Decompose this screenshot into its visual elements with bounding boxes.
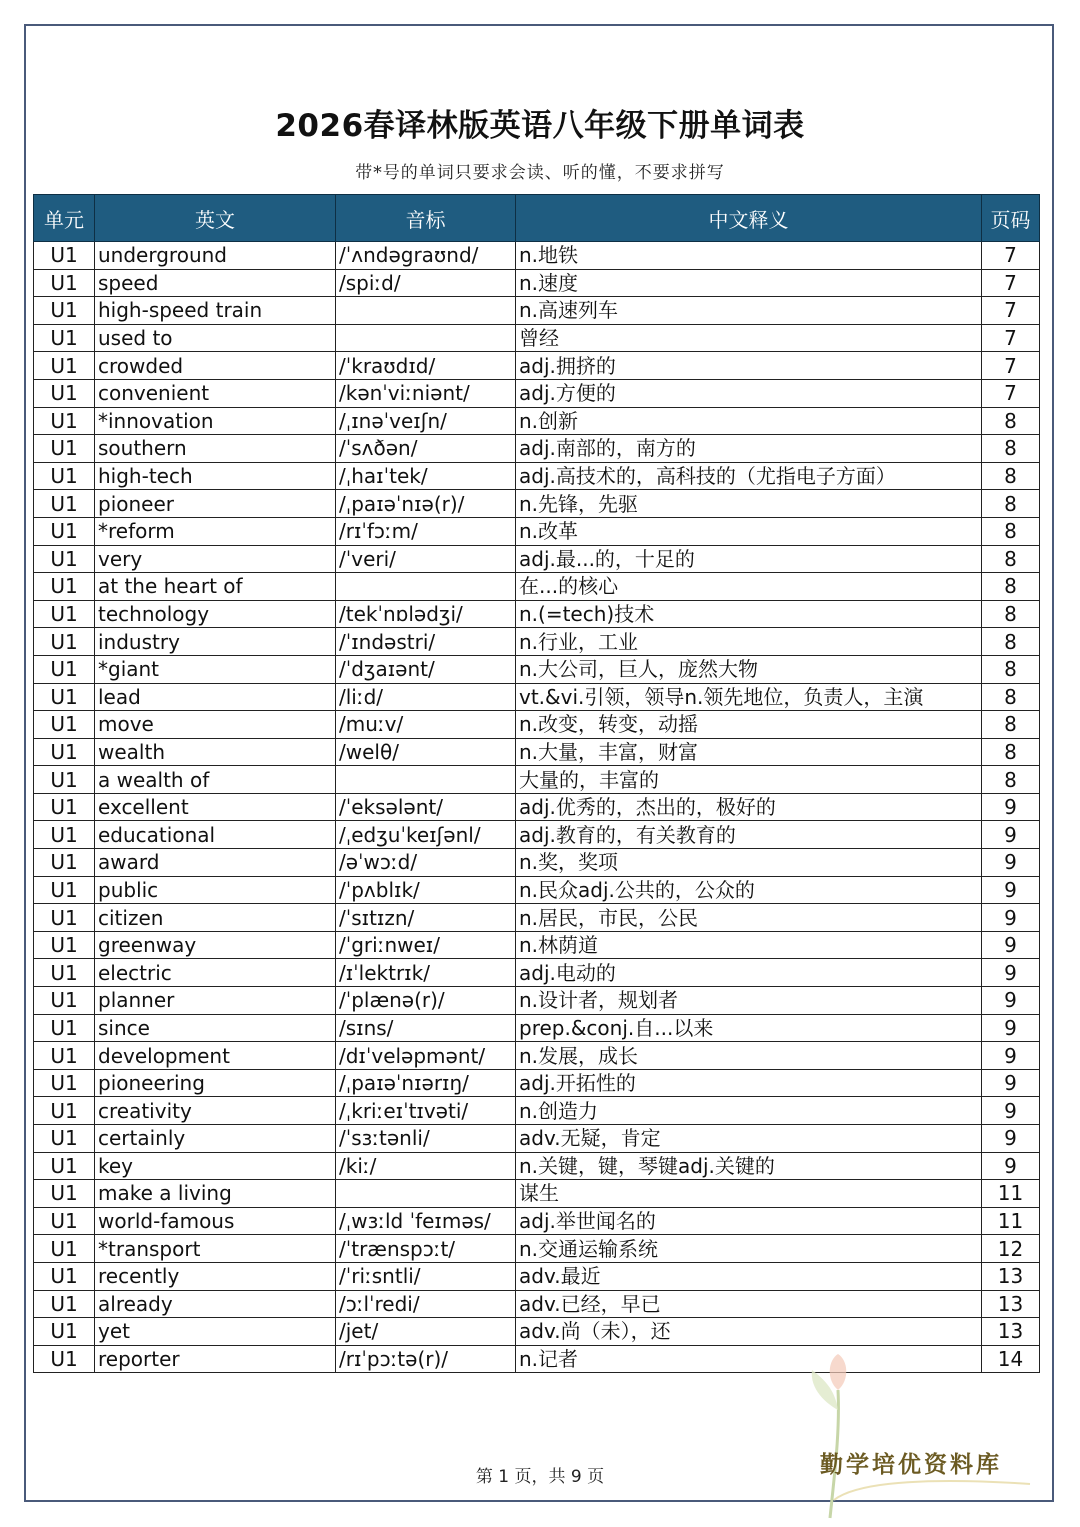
cell-english: key [95,1152,336,1180]
cell-english: high-tech [95,462,336,490]
cell-unit: U1 [34,1152,95,1180]
cell-english: at the heart of [95,573,336,601]
table-row [34,738,1040,766]
cell-phonetic [336,324,516,352]
cell-page: 9 [982,849,1040,877]
cell-unit: U1 [34,683,95,711]
cell-page: 9 [982,1069,1040,1097]
cell-english: used to [95,324,336,352]
table-row [34,1180,1040,1208]
header-page: 页码 [982,195,1040,242]
table-body [34,242,1040,1373]
page-subtitle: 带*号的单词只要求会读、听的懂，不要求拼写 [355,163,725,183]
cell-chinese: n.交通运输系统 [516,1235,982,1263]
table-row [34,1235,1040,1263]
cell-page: 8 [982,628,1040,656]
cell-chinese: n.设计者，规划者 [516,987,982,1015]
cell-english: underground [95,242,336,270]
table-row [34,959,1040,987]
cell-unit: U1 [34,711,95,739]
cell-page: 13 [982,1290,1040,1318]
cell-page: 9 [982,821,1040,849]
cell-phonetic: /ˈplænə(r)/ [336,987,516,1015]
cell-unit: U1 [34,1262,95,1290]
cell-phonetic: /ˈtrænspɔːt/ [336,1235,516,1263]
cell-page: 8 [982,738,1040,766]
cell-chinese: adv.已经，早已 [516,1290,982,1318]
cell-unit: U1 [34,1180,95,1208]
cell-phonetic: /ˌhaɪˈtek/ [336,462,516,490]
cell-unit: U1 [34,821,95,849]
cell-chinese: adj.方便的 [516,379,982,407]
cell-unit: U1 [34,1290,95,1318]
table-row [34,242,1040,270]
cell-chinese: n.创新 [516,407,982,435]
cell-page: 13 [982,1318,1040,1346]
cell-page: 9 [982,987,1040,1015]
cell-page: 12 [982,1235,1040,1263]
cell-unit: U1 [34,545,95,573]
cell-english: planner [95,987,336,1015]
cell-chinese: adv.尚（未），还 [516,1318,982,1346]
table-row [34,711,1040,739]
cell-unit: U1 [34,904,95,932]
cell-chinese: adj.举世闻名的 [516,1207,982,1235]
cell-english: wealth [95,738,336,766]
cell-unit: U1 [34,849,95,877]
cell-phonetic: /ˌɪnəˈveɪʃn/ [336,407,516,435]
cell-english: industry [95,628,336,656]
cell-english: technology [95,600,336,628]
table-row [34,821,1040,849]
table-row [34,987,1040,1015]
cell-english: yet [95,1318,336,1346]
cell-page: 8 [982,490,1040,518]
cell-page: 8 [982,462,1040,490]
cell-page: 8 [982,545,1040,573]
cell-phonetic: /ˈsɪtɪzn/ [336,904,516,932]
cell-page: 8 [982,711,1040,739]
header-chinese: 中文释义 [516,195,982,242]
cell-chinese: adv.无疑，肯定 [516,1125,982,1153]
cell-chinese: n.改变，转变，动摇 [516,711,982,739]
cell-unit: U1 [34,931,95,959]
cell-english: greenway [95,931,336,959]
cell-english: public [95,876,336,904]
cell-english: convenient [95,379,336,407]
cell-phonetic: /ˌedʒuˈkeɪʃənl/ [336,821,516,849]
table-row [34,628,1040,656]
cell-page: 13 [982,1262,1040,1290]
cell-chinese: n.居民，市民，公民 [516,904,982,932]
cell-page: 7 [982,379,1040,407]
cell-chinese: adj.教育的，有关教育的 [516,821,982,849]
header-unit: 单元 [34,195,95,242]
cell-english: make a living [95,1180,336,1208]
table-row [34,352,1040,380]
cell-english: educational [95,821,336,849]
cell-chinese: n.速度 [516,269,982,297]
cell-unit: U1 [34,959,95,987]
table-row [34,490,1040,518]
table-row [34,1042,1040,1070]
cell-chinese: n.发展，成长 [516,1042,982,1070]
cell-page: 8 [982,683,1040,711]
cell-chinese: adj.南部的，南方的 [516,435,982,463]
cell-english: since [95,1014,336,1042]
cell-unit: U1 [34,435,95,463]
table-row [34,1262,1040,1290]
cell-page: 8 [982,517,1040,545]
cell-unit: U1 [34,269,95,297]
cell-page: 9 [982,1125,1040,1153]
cell-english: pioneering [95,1069,336,1097]
cell-chinese: n.地铁 [516,242,982,270]
cell-english: creativity [95,1097,336,1125]
cell-english: award [95,849,336,877]
cell-phonetic: /ˈeksələnt/ [336,793,516,821]
cell-unit: U1 [34,242,95,270]
cell-english: *transport [95,1235,336,1263]
cell-page: 9 [982,1042,1040,1070]
cell-unit: U1 [34,462,95,490]
cell-chinese: 在...的核心 [516,573,982,601]
cell-unit: U1 [34,1014,95,1042]
cell-chinese: n.改革 [516,517,982,545]
cell-chinese: n.先锋，先驱 [516,490,982,518]
cell-english: citizen [95,904,336,932]
table-row [34,545,1040,573]
cell-chinese: n.大公司，巨人，庞然大物 [516,655,982,683]
cell-page: 8 [982,655,1040,683]
cell-phonetic: /ˈɪndəstri/ [336,628,516,656]
cell-page: 8 [982,600,1040,628]
page-footer: 第 1 页，共 9 页 [475,1467,605,1487]
cell-phonetic: /kiː/ [336,1152,516,1180]
cell-phonetic [336,297,516,325]
cell-chinese: adj.拥挤的 [516,352,982,380]
cell-english: a wealth of [95,766,336,794]
cell-phonetic: /rɪˈpɔːtə(r)/ [336,1345,516,1373]
cell-phonetic: /ˈkraʊdɪd/ [336,352,516,380]
cell-page: 9 [982,1152,1040,1180]
cell-page: 11 [982,1207,1040,1235]
cell-unit: U1 [34,1069,95,1097]
tulip-icon [790,1350,1050,1520]
cell-phonetic: /welθ/ [336,738,516,766]
header-english: 英文 [95,195,336,242]
cell-chinese: n.林荫道 [516,931,982,959]
vocab-table [33,194,1040,1373]
cell-phonetic: /kənˈviːniənt/ [336,379,516,407]
cell-page: 7 [982,269,1040,297]
cell-unit: U1 [34,490,95,518]
cell-chinese: n.行业，工业 [516,628,982,656]
cell-english: lead [95,683,336,711]
cell-chinese: adj.优秀的，杰出的，极好的 [516,793,982,821]
cell-chinese: 谋生 [516,1180,982,1208]
cell-english: high-speed train [95,297,336,325]
table-row [34,407,1040,435]
cell-phonetic: /ˈdʒaɪənt/ [336,655,516,683]
table-row [34,683,1040,711]
cell-unit: U1 [34,1097,95,1125]
cell-phonetic: /ˌpaɪəˈnɪərɪŋ/ [336,1069,516,1097]
table-row [34,517,1040,545]
cell-phonetic: /əˈwɔːd/ [336,849,516,877]
cell-chinese: prep.&conj.自...以来 [516,1014,982,1042]
table-row [34,573,1040,601]
cell-page: 7 [982,242,1040,270]
cell-chinese: adj.高技术的，高科技的（尤指电子方面） [516,462,982,490]
cell-phonetic: /liːd/ [336,683,516,711]
cell-chinese: n.关键，键，琴键adj.关键的 [516,1152,982,1180]
cell-page: 7 [982,324,1040,352]
cell-english: pioneer [95,490,336,518]
cell-english: reporter [95,1345,336,1373]
cell-unit: U1 [34,1318,95,1346]
page-title: 2026春译林版英语八年级下册单词表 [275,108,805,144]
table-row [34,1069,1040,1097]
cell-chinese: 曾经 [516,324,982,352]
cell-unit: U1 [34,379,95,407]
cell-page: 9 [982,959,1040,987]
cell-phonetic: /ˌwɜːld ˈfeɪməs/ [336,1207,516,1235]
cell-english: development [95,1042,336,1070]
table-row [34,1152,1040,1180]
cell-english: recently [95,1262,336,1290]
cell-unit: U1 [34,573,95,601]
cell-unit: U1 [34,987,95,1015]
cell-phonetic: /ɔːlˈredi/ [336,1290,516,1318]
cell-phonetic: /tekˈnɒlədʒi/ [336,600,516,628]
cell-unit: U1 [34,352,95,380]
table-row [34,1097,1040,1125]
cell-phonetic: /ˌpaɪəˈnɪə(r)/ [336,490,516,518]
cell-page: 8 [982,766,1040,794]
table-row [34,876,1040,904]
cell-unit: U1 [34,655,95,683]
cell-phonetic [336,766,516,794]
cell-phonetic: /ˈpʌblɪk/ [336,876,516,904]
cell-unit: U1 [34,1125,95,1153]
table-row [34,793,1040,821]
cell-page: 7 [982,297,1040,325]
cell-chinese: n.高速列车 [516,297,982,325]
cell-phonetic: /ˈriːsntli/ [336,1262,516,1290]
cell-english: speed [95,269,336,297]
cell-page: 11 [982,1180,1040,1208]
cell-unit: U1 [34,1042,95,1070]
cell-page: 7 [982,352,1040,380]
cell-english: southern [95,435,336,463]
cell-phonetic: /sɪns/ [336,1014,516,1042]
table-row [34,849,1040,877]
table-row [34,766,1040,794]
cell-unit: U1 [34,876,95,904]
cell-phonetic: /dɪˈveləpmənt/ [336,1042,516,1070]
table-row [34,931,1040,959]
table-row [34,904,1040,932]
cell-page: 9 [982,1014,1040,1042]
cell-page: 8 [982,435,1040,463]
cell-chinese: n.大量，丰富，财富 [516,738,982,766]
cell-chinese: 大量的，丰富的 [516,766,982,794]
cell-chinese: n.(=tech)技术 [516,600,982,628]
cell-page: 9 [982,931,1040,959]
cell-chinese: adj.最...的，十足的 [516,545,982,573]
table-header-row [34,195,1040,242]
cell-english: electric [95,959,336,987]
table-row [34,1290,1040,1318]
cell-english: *giant [95,655,336,683]
cell-phonetic: /ˈveri/ [336,545,516,573]
cell-page: 9 [982,1097,1040,1125]
cell-phonetic: /rɪˈfɔːm/ [336,517,516,545]
table-row [34,379,1040,407]
cell-page: 8 [982,407,1040,435]
cell-phonetic: /ˈsɜːtənli/ [336,1125,516,1153]
cell-phonetic: /ˈgriːnweɪ/ [336,931,516,959]
cell-page: 9 [982,793,1040,821]
cell-phonetic [336,1180,516,1208]
cell-unit: U1 [34,1345,95,1373]
cell-english: world-famous [95,1207,336,1235]
table-row [34,1207,1040,1235]
cell-chinese: n.创造力 [516,1097,982,1125]
cell-english: *innovation [95,407,336,435]
table-row [34,324,1040,352]
header-phonetic: 音标 [336,195,516,242]
cell-chinese: adv.最近 [516,1262,982,1290]
cell-phonetic: /ɪˈlektrɪk/ [336,959,516,987]
watermark-text: 勤学培优资料库 [820,1451,1002,1478]
cell-phonetic [336,573,516,601]
cell-unit: U1 [34,766,95,794]
cell-page: 14 [982,1345,1040,1373]
cell-english: crowded [95,352,336,380]
table-row [34,655,1040,683]
cell-english: move [95,711,336,739]
cell-chinese: n.记者 [516,1345,982,1373]
cell-page: 9 [982,876,1040,904]
cell-unit: U1 [34,1207,95,1235]
cell-page: 9 [982,904,1040,932]
table-row [34,1014,1040,1042]
cell-english: certainly [95,1125,336,1153]
cell-phonetic: /ˌkriːeɪˈtɪvəti/ [336,1097,516,1125]
cell-english: *reform [95,517,336,545]
cell-phonetic: /ˈsʌðən/ [336,435,516,463]
table-row [34,435,1040,463]
table-row [34,269,1040,297]
cell-chinese: n.奖，奖项 [516,849,982,877]
cell-chinese: n.民众adj.公共的，公众的 [516,876,982,904]
cell-chinese: adj.电动的 [516,959,982,987]
cell-phonetic: /muːv/ [336,711,516,739]
cell-phonetic: /jet/ [336,1318,516,1346]
table-row [34,297,1040,325]
cell-phonetic: /spiːd/ [336,269,516,297]
table-row [34,1318,1040,1346]
cell-unit: U1 [34,517,95,545]
cell-unit: U1 [34,738,95,766]
cell-english: already [95,1290,336,1318]
cell-unit: U1 [34,297,95,325]
table-row [34,1125,1040,1153]
cell-unit: U1 [34,600,95,628]
cell-english: excellent [95,793,336,821]
cell-chinese: adj.开拓性的 [516,1069,982,1097]
table-row [34,462,1040,490]
cell-unit: U1 [34,628,95,656]
cell-unit: U1 [34,1235,95,1263]
cell-page: 8 [982,573,1040,601]
cell-unit: U1 [34,793,95,821]
cell-chinese: vt.&vi.引领，领导n.领先地位，负责人，主演 [516,683,982,711]
table-row [34,600,1040,628]
cell-unit: U1 [34,324,95,352]
cell-phonetic: /ˈʌndəgraʊnd/ [336,242,516,270]
cell-english: very [95,545,336,573]
cell-unit: U1 [34,407,95,435]
